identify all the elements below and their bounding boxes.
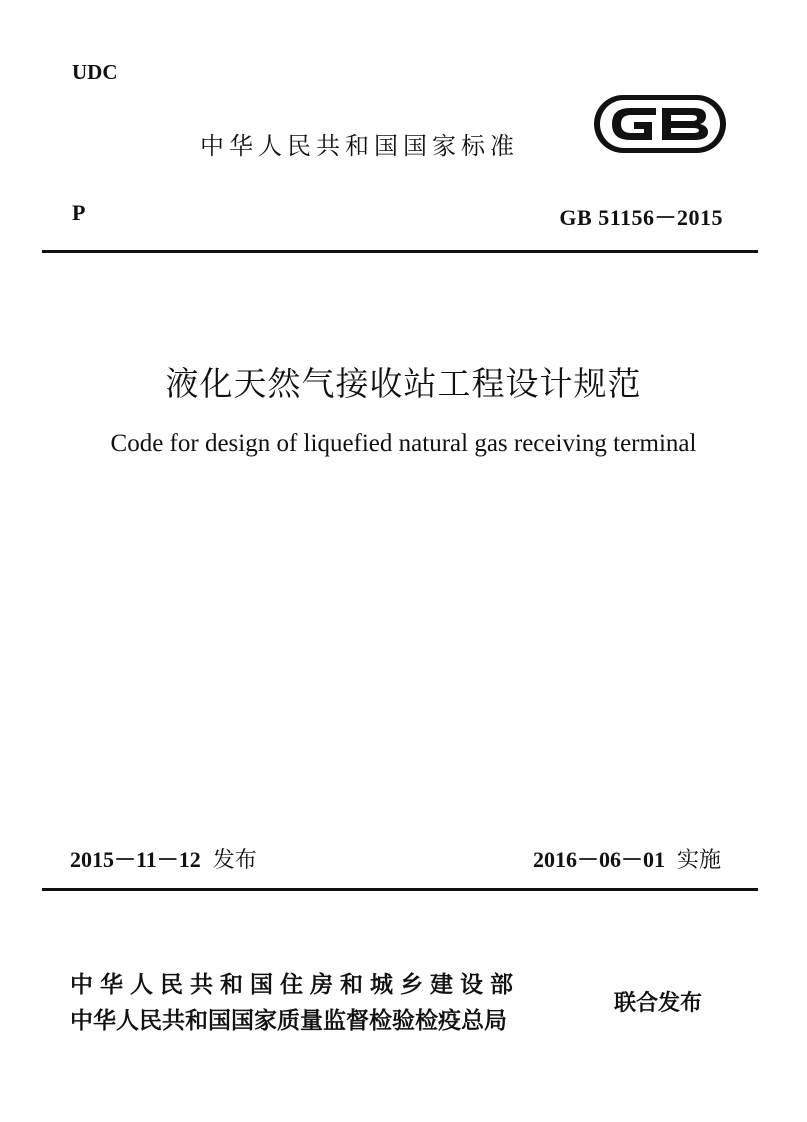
category-code: P [72, 200, 86, 225]
joint-issue-label: 联合发布 [614, 991, 703, 1016]
top-divider [42, 250, 758, 253]
publisher-aqsiq: 中华人民共和国国家质量监督检验检疫总局 [70, 1008, 507, 1034]
issue-date-line [70, 843, 257, 874]
gb-logo-icon [590, 92, 730, 156]
gb-logo [590, 92, 730, 156]
chinese-title: 液化天然气接收站工程设计规范 [165, 364, 642, 403]
implementation-label: 实施 [676, 848, 721, 873]
national-standard-title: 中华人民共和国国家标准 [200, 132, 519, 160]
implementation-date-line [533, 843, 721, 874]
publisher-ministry: 中华人民共和国住房和城乡建设部 [70, 972, 520, 998]
udc-label: UDC [72, 60, 118, 84]
bottom-divider [42, 888, 758, 891]
issue-date: 2015－11－12 [70, 847, 201, 872]
issue-label: 发布 [212, 848, 257, 873]
standard-number: GB 51156－2015 [559, 205, 723, 230]
implementation-date: 2016－06－01 [532, 847, 665, 872]
english-title: Code for design of liquefied natural gas receiving terminal [110, 430, 697, 457]
